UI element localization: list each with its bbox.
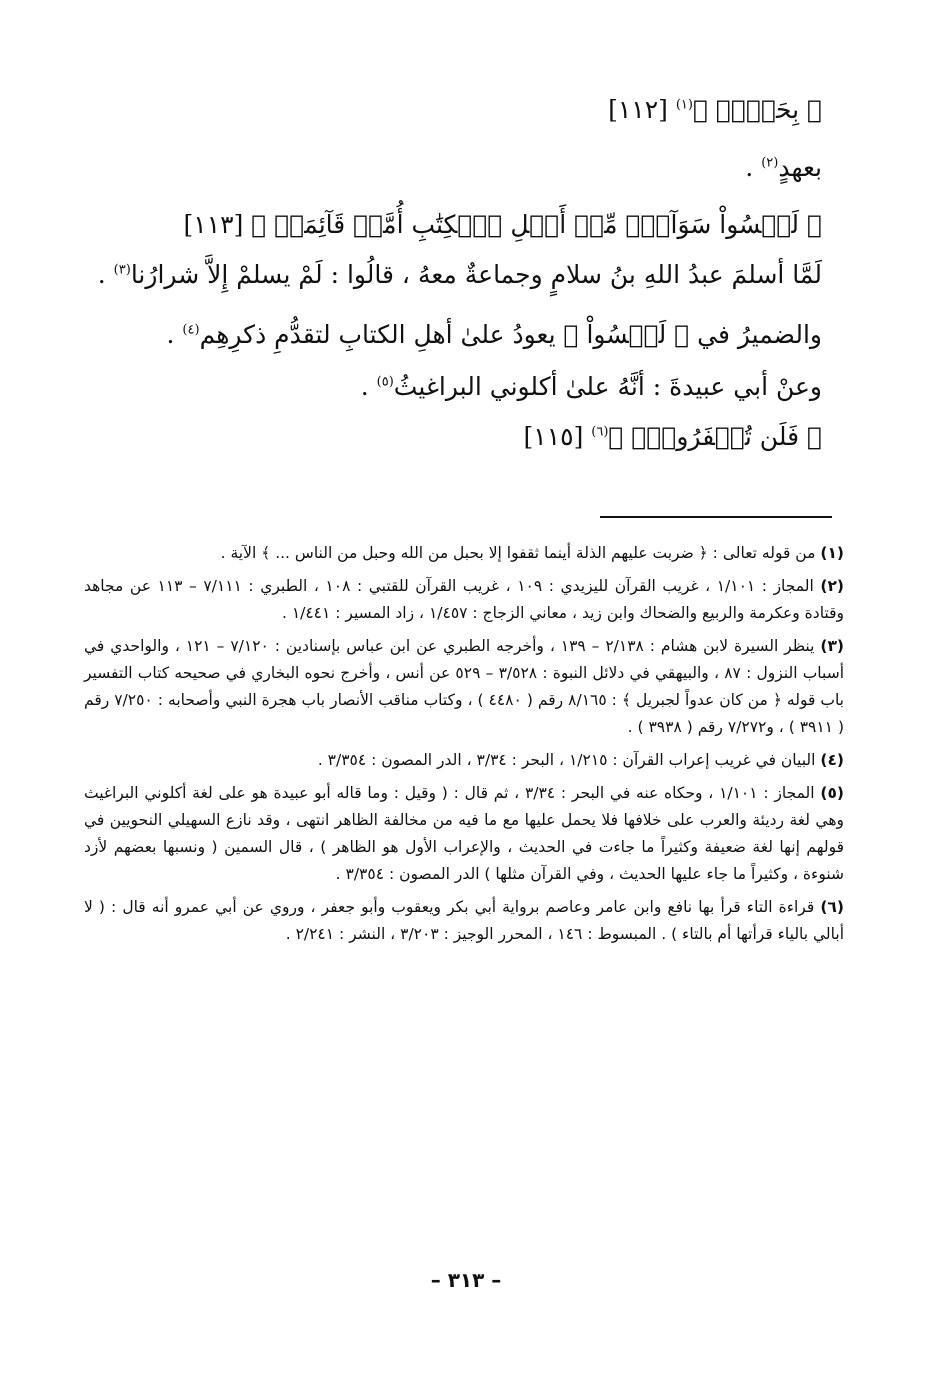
footnote-number: (٦) xyxy=(820,898,844,916)
footnote-ref: (٣) xyxy=(113,262,131,278)
footnote-ref: (٢) xyxy=(761,155,779,171)
footnotes xyxy=(84,540,844,954)
footnote xyxy=(84,573,844,627)
main-line-text: ﴿ فَلَن تُكۡفَرُوهُۗ ﴾ xyxy=(608,422,822,451)
main-line-text: والضميرُ في ﴿ لَيۡسُواْ ﴾ يعودُ علىٰ أهلِ الكتابِ لتقدُّمِ ذكرِهِم xyxy=(199,320,822,349)
footnote-number: (٥) xyxy=(820,784,844,802)
main-line-text: ﴿ لَيۡسُواْ سَوَآءٗۗ مِّنۡ أَهۡلِ ٱلۡكِتَٰبِ أُمَّةٞ قَآئِمَةٞ ﴾ [١١٣] xyxy=(183,210,822,239)
main-line xyxy=(524,422,823,452)
footnote xyxy=(84,780,844,888)
footnote-text: ينظر السيرة لابن هشام : ٢/١٣٨ – ١٣٩ ، وأخرجه الطبري عن ابن عباس بإسنادين : ٧/١٢٠ – ١٢١ ، والواحدي في أسباب النزول : ٨٧ ، والبيهقي في دلائل النبوة : ٣/٥٢٨ – ٥٢٩ عن أنس ، وأخرج نحوه البخاري في صحيحه كتاب التفسير باب قوله ﴿ من كان عدواً لجبريل ﴾ : ٨/١٦٥ رقم ( ٤٤٨٠ ) ، وكتاب مناقب الأنصار باب هجرة النبي وأصحابه : ٧/٢٥٠ رقم ( ٣٩١١ ) ، و٧/٢٧٢ رقم ( ٣٩٣٨ ) . xyxy=(84,637,844,736)
footnote-text: المجاز : ١/١٠١ ، وحكاه عنه في البحر : ٣/٣٤ ، ثم قال : ( وقيل : وما قاله أبو عبيدة هو على لغة أكلوني البراغيث وهي لغة رديئة والعرب على خلافها فلا يحمل عليها مع ما فيه من مخالفة الظاهر انتهى ، وقد نازع السهيلي النحويين في قولهم إنها لغة ضعيفة وكثيراً ما جاءت في الحديث ، والإعراب الأول هو الظاهر ) ، قال السمين ( ونسبها بعضهم لأزد شنوءة ، وكثيراً ما جاء عليها الحديث ، وفي القرآن مثلها ) الدر المصون : ٣/٣٥٤ . xyxy=(84,784,844,883)
footnote-ref: (٥) xyxy=(376,374,394,390)
page-number: – ٣١٣ – xyxy=(430,1268,502,1292)
footnote-number: (٢) xyxy=(820,577,844,595)
footnote-text: قراءة التاء قرأ بها نافع وابن عامر وعاصم برواية أبي بكر ويعقوب وأبو جعفر ، وروي عن أبي عمرو أنه قال : ( لا أبالي بالياء قرأتها أم بالتاء ) . المبسوط : ١٤٦ ، المحرر الوجيز : ٣/٢٠٣ ، النشر : ٢/٢٤١ . xyxy=(84,898,844,943)
main-line-tail: . xyxy=(360,372,377,401)
main-line xyxy=(167,320,822,350)
main-line xyxy=(608,95,822,125)
footnote-number: (٤) xyxy=(820,751,844,769)
footnote-ref: (٦) xyxy=(591,424,609,440)
footnote-divider xyxy=(600,516,832,518)
main-line-tail: . xyxy=(745,153,762,182)
footnote-ref: (٤) xyxy=(182,322,200,338)
footnote xyxy=(84,540,844,567)
footnote-ref: (١) xyxy=(675,97,693,113)
footnote-number: (١) xyxy=(820,544,844,562)
main-line-tail: . xyxy=(166,320,183,349)
main-line xyxy=(184,210,822,240)
footnote-text: المجاز : ١/١٠١ ، غريب القرآن لليزيدي : ١٠٩ ، غريب القرآن للقتبي : ١٠٨ ، الطبري : ٧/١١١ – ١١٣ عن مجاهد وقتادة وعكرمة والربيع والضحاك وابن زيد ، معاني الزجاج : ١/٤٥٧ ، زاد المسير : ١/٤٤١ . xyxy=(84,577,844,622)
footnote-number: (٣) xyxy=(820,637,844,655)
main-line xyxy=(361,372,822,402)
footnote xyxy=(84,633,844,741)
main-line-tail: [١١٥] xyxy=(523,422,592,451)
footnote-text: البيان في غريب إعراب القرآن : ١/٢١٥ ، البحر : ٣/٣٤ ، الدر المصون : ٣/٣٥٤ . xyxy=(317,751,816,769)
main-line xyxy=(98,260,822,290)
main-line-text: بعهدٍ xyxy=(778,153,822,182)
footnote xyxy=(84,894,844,948)
main-line-text: وعنْ أبي عبيدةَ : أنَّهُ علىٰ أكلوني البراغيثُ xyxy=(393,372,822,401)
main-line-text: ﴿ بِحَبۡلٖ ﴾ xyxy=(692,95,822,124)
footnote xyxy=(84,747,844,774)
main-line-tail: . xyxy=(97,260,114,289)
main-line-text: لَمَّا أسلمَ عبدُ اللهِ بنُ سلامٍ وجماعةٌ معهُ ، قالُوا : لَمْ يسلمْ إِلاَّ شرارُنا xyxy=(130,260,822,289)
main-line xyxy=(745,153,822,183)
footnote-text: من قوله تعالى : ﴿ ضربت عليهم الذلة أينما ثقفوا إلا بحبل من الله وحبل من الناس ... ﴾ الآية . xyxy=(220,544,816,562)
main-line-tail: [١١٢] xyxy=(608,95,676,124)
